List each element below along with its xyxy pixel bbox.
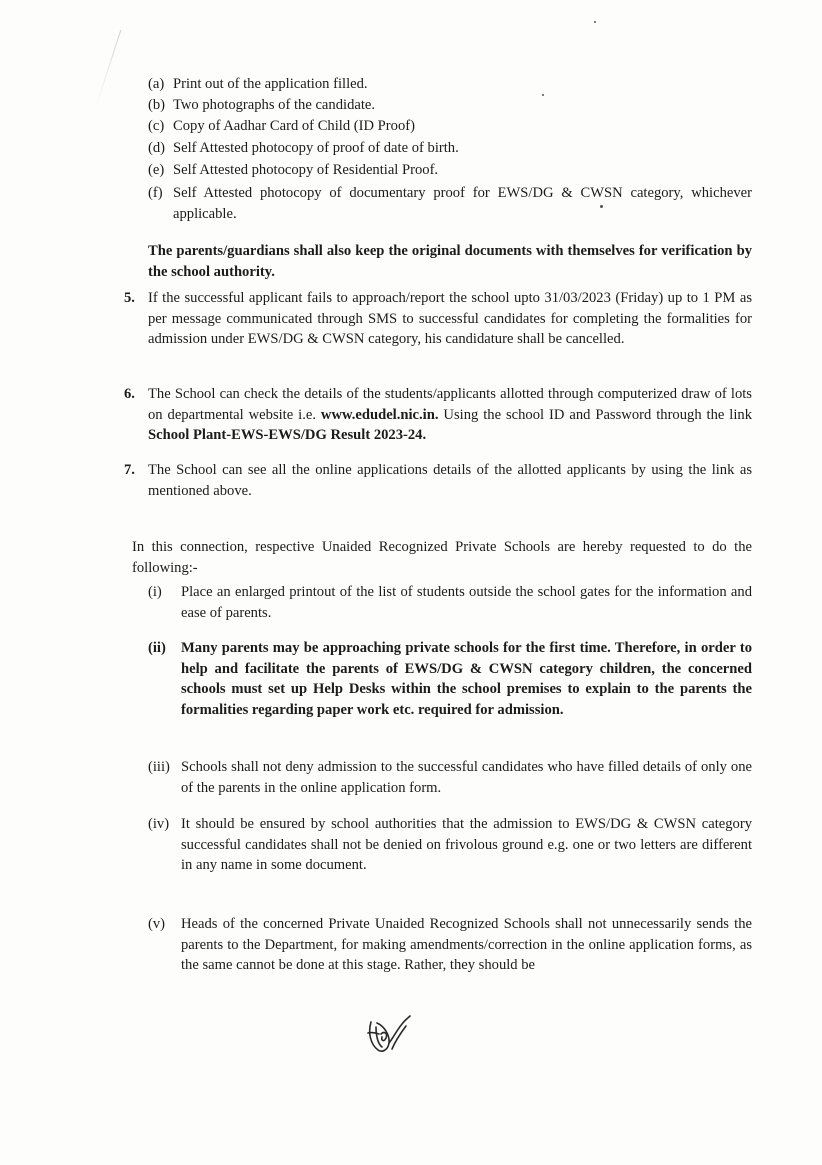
list-text: Two photographs of the candidate. — [173, 97, 376, 113]
list-text: Self Attested photocopy of documentary proof for EWS/DG & CWSN category, whichever applicable. — [173, 185, 752, 222]
request-item — [148, 814, 752, 876]
list-item — [148, 95, 752, 116]
point-5 — [124, 288, 752, 350]
request-text: Heads of the concerned Private Unaided Recognized Schools shall not unnecessarily sends the parents to the Department, for making amendments/correction in the online application forms, as the same cannot be done at this stage. Rather, they should be — [181, 916, 752, 973]
point-6 — [124, 384, 752, 446]
list-item — [148, 160, 752, 181]
point-text — [148, 384, 752, 446]
point-number: 6. — [124, 386, 135, 402]
website-address: www.edudel.nic.in. — [320, 406, 439, 423]
list-marker: (e) — [148, 162, 165, 178]
point-7 — [124, 460, 752, 501]
list-text: Self Attested photocopy of Residential Proof. — [173, 162, 439, 178]
request-item — [148, 638, 752, 720]
point-number: 7. — [124, 462, 135, 478]
request-marker: (iii) — [148, 759, 170, 775]
point-text: If the successful applicant fails to approach/report the school upto 31/03/2023 (Friday) up to 1 PM as per message communicated through SMS to successful candidates for completing the formalities for admission under EWS/DG & CWSN category, his candidature shall be cancelled. — [148, 290, 752, 347]
original-documents-note: The parents/guardians shall also keep the original documents with themselves for verification by the school authority. — [148, 243, 752, 280]
list-marker: (b) — [148, 97, 166, 113]
request-item — [148, 757, 752, 798]
scan-speck — [594, 21, 596, 23]
scan-artifact — [96, 30, 122, 106]
request-item — [148, 582, 752, 623]
request-marker: (ii) — [148, 640, 166, 656]
list-text: Copy of Aadhar Card of Child (ID Proof) — [173, 118, 415, 134]
intro-paragraph: In this connection, respective Unaided Recognized Private Schools are hereby requested to do the following:- — [132, 539, 752, 576]
request-text: Many parents may be approaching private schools for the first time. Therefore, in order to help and facilitate the parents of EWS/DG & CWSN category children, the concerned schools must set up Help Desks within the school premises to explain to the parents the formalities regarding paper work etc. required for admission. — [181, 640, 752, 718]
list-marker: (c) — [148, 118, 165, 134]
result-link-name: School Plant-EWS-EWS/DG Result 2023-24. — [148, 427, 427, 443]
request-item — [148, 914, 752, 976]
request-marker: (iv) — [148, 816, 170, 832]
request-text: It should be ensured by school authorities that the admission to EWS/DG & CWSN category successful candidates shall not be denied on frivolous ground e.g. one or two letters are different in any name in some document. — [181, 816, 752, 873]
point-text-part: The School can check the details of the students/applicants allotted through computerized draw of lots on departmental website i.e. — [148, 386, 752, 423]
point-text-part: Using the school ID and Password through the link — [438, 406, 752, 423]
request-marker: (i) — [148, 584, 162, 600]
list-item — [148, 138, 752, 159]
list-marker: (d) — [148, 140, 166, 156]
list-marker: (a) — [148, 76, 165, 92]
request-text: Schools shall not deny admission to the successful candidates who have filled details of only one of the parents in the online application form. — [181, 759, 752, 796]
list-item — [148, 74, 752, 95]
list-marker: (f) — [148, 185, 163, 201]
list-text: Self Attested photocopy of proof of date of birth. — [173, 140, 459, 156]
point-number: 5. — [124, 290, 135, 306]
list-text: Print out of the application filled. — [173, 76, 368, 92]
signature-initials — [362, 1012, 414, 1060]
request-marker: (v) — [148, 916, 166, 932]
point-text: The School can see all the online applications details of the allotted applicants by using the link as mentioned above. — [148, 462, 752, 499]
list-item — [148, 116, 752, 137]
request-text: Place an enlarged printout of the list of students outside the school gates for the information and ease of parents. — [181, 584, 752, 621]
list-item — [148, 183, 752, 224]
